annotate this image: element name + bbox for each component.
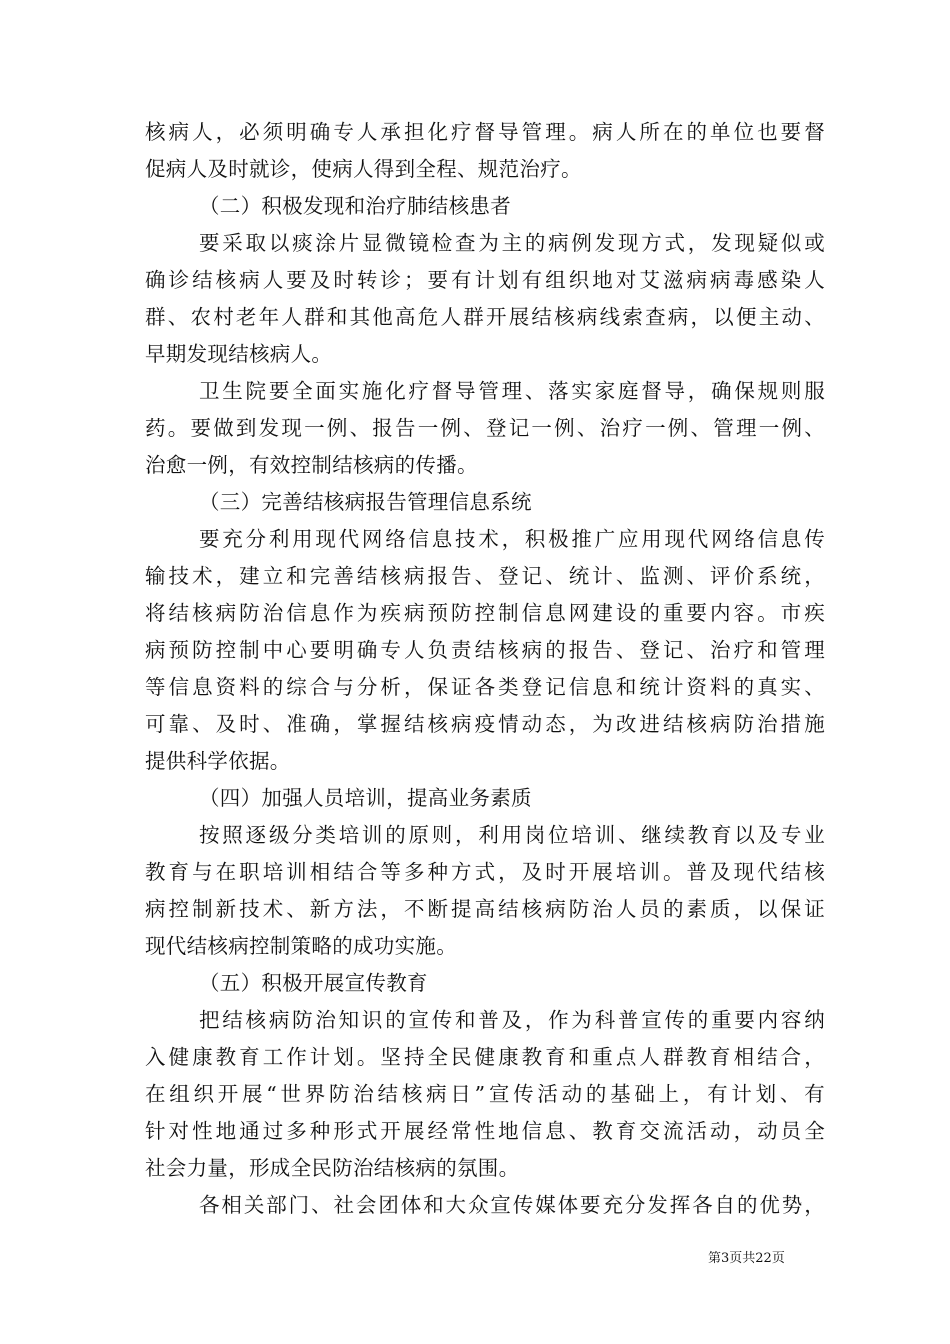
paragraph-line: 病预防控制中心要明确专人负责结核病的报告、登记、治疗和管理 xyxy=(145,638,825,662)
paragraph-line: 卫生院要全面实施化疗督导管理、落实家庭督导，确保规则服 xyxy=(199,379,825,403)
body-text xyxy=(145,114,825,1224)
paragraph-line: 等信息资料的综合与分析，保证各类登记信息和统计资料的真实、 xyxy=(145,675,825,699)
section-heading: （三）完善结核病报告管理信息系统 xyxy=(199,490,532,514)
paragraph-line: 要充分利用现代网络信息技术，积极推广应用现代网络信息传 xyxy=(199,527,825,551)
section-heading: （二）积极发现和治疗肺结核患者 xyxy=(199,194,511,218)
paragraph-line: 各相关部门、社会团体和大众宣传媒体要充分发挥各自的优势， xyxy=(199,1193,825,1217)
paragraph-line: 现代结核病控制策略的成功实施。 xyxy=(145,934,457,958)
paragraph-line: 核病人，必须明确专人承担化疗督导管理。病人所在的单位也要督 xyxy=(145,120,825,144)
paragraph-line: 输技术，建立和完善结核病报告、登记、统计、监测、评价系统， xyxy=(145,564,825,588)
page-number-footer: 第3页共22页 xyxy=(708,1251,785,1266)
paragraph-line: 病控制新技术、新方法，不断提高结核病防治人员的素质，以保证 xyxy=(145,897,825,921)
section-heading: （四）加强人员培训，提高业务素质 xyxy=(199,786,532,810)
paragraph-line: 按照逐级分类培训的原则，利用岗位培训、继续教育以及专业 xyxy=(199,823,825,847)
paragraph-line: 治愈一例，有效控制结核病的传播。 xyxy=(145,453,478,477)
paragraph-line: 在组织开展“世界防治结核病日”宣传活动的基础上，有计划、有 xyxy=(145,1082,825,1106)
paragraph-line: 社会力量，形成全民防治结核病的氛围。 xyxy=(145,1156,520,1180)
paragraph-line: 提供科学依据。 xyxy=(145,749,291,773)
paragraph-line: 促病人及时就诊，使病人得到全程、规范治疗。 xyxy=(145,157,582,181)
paragraph-line: 要采取以痰涂片显微镜检查为主的病例发现方式，发现疑似或 xyxy=(199,231,825,255)
paragraph-line: 可靠、及时、准确，掌握结核病疫情动态，为改进结核病防治措施 xyxy=(145,712,825,736)
paragraph-line: 早期发现结核病人。 xyxy=(145,342,333,366)
section-heading: （五）积极开展宣传教育 xyxy=(199,971,428,995)
paragraph-line: 把结核病防治知识的宣传和普及，作为科普宣传的重要内容纳 xyxy=(199,1008,825,1032)
paragraph-line: 确诊结核病人要及时转诊；要有计划有组织地对艾滋病病毒感染人 xyxy=(145,268,825,292)
paragraph-line: 将结核病防治信息作为疾病预防控制信息网建设的重要内容。市疾 xyxy=(145,601,825,625)
paragraph-line: 药。要做到发现一例、报告一例、登记一例、治疗一例、管理一例、 xyxy=(145,416,825,440)
paragraph-line: 群、农村老年人群和其他高危人群开展结核病线索查病，以便主动、 xyxy=(145,305,825,329)
paragraph-line: 教育与在职培训相结合等多种方式，及时开展培训。普及现代结核 xyxy=(145,860,825,884)
paragraph-line: 针对性地通过多种形式开展经常性地信息、教育交流活动，动员全 xyxy=(145,1119,825,1143)
paragraph-line: 入健康教育工作计划。坚持全民健康教育和重点人群教育相结合， xyxy=(145,1045,825,1069)
